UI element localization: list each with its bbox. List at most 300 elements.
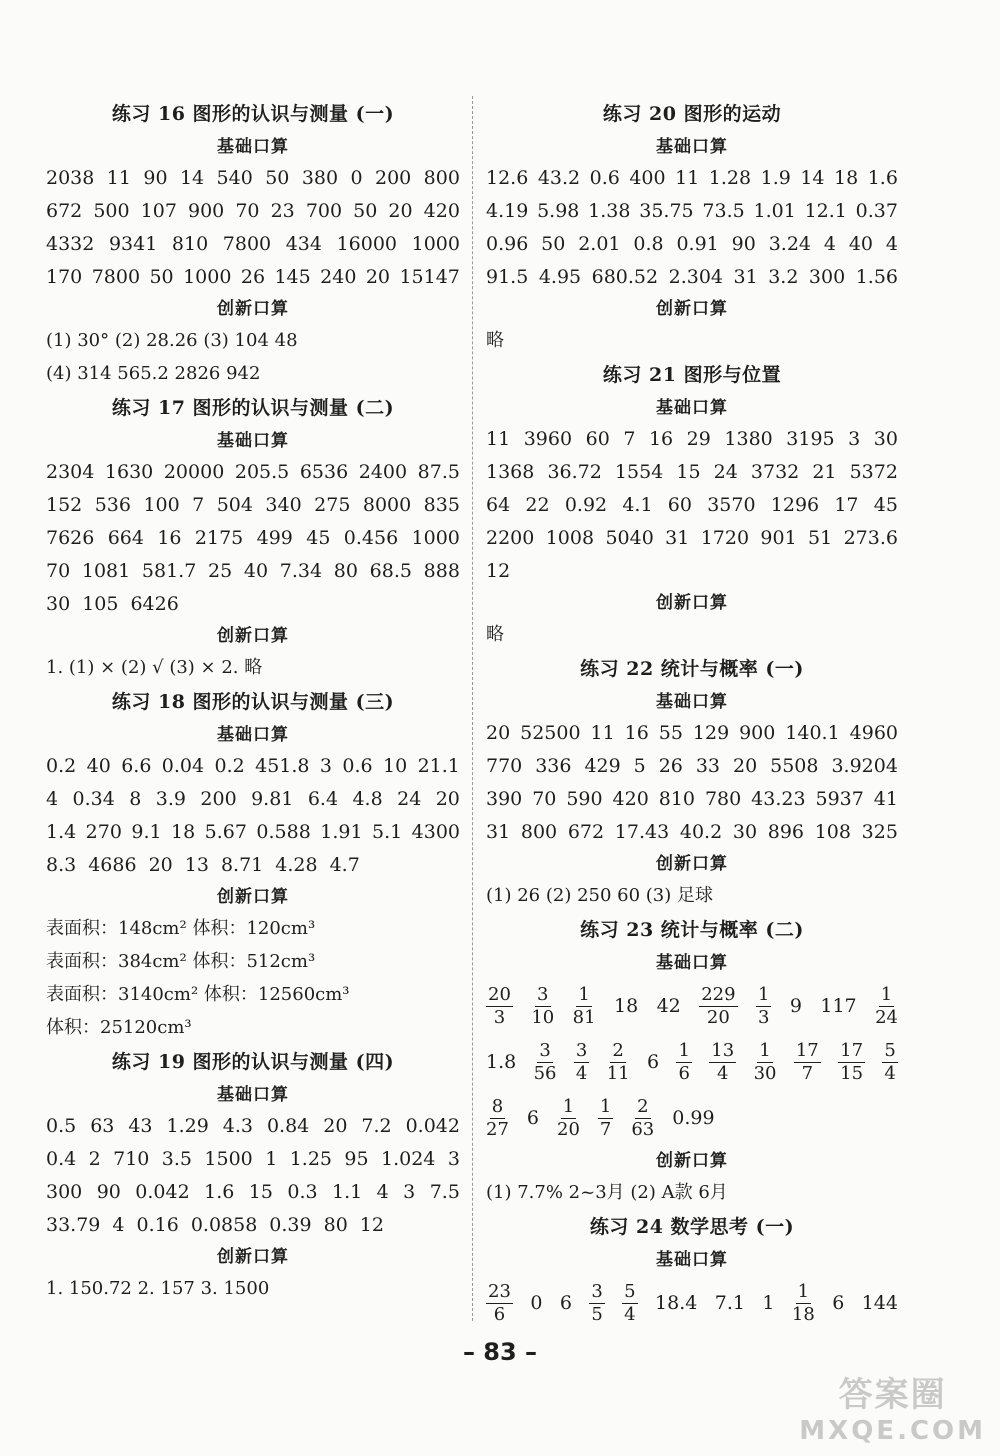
answer-value: 3960 [523,428,573,450]
answer-value: 7626 [46,527,95,549]
answer-value: 6426 [130,593,179,615]
answer-value: 4.8 [352,788,383,810]
answer-value: 12 [486,560,511,582]
answer-value: 16 [157,527,182,549]
answer-row [46,522,460,555]
answer-value: 0.0858 [190,1214,258,1236]
answer-value: 140.1 [785,722,840,744]
answer-value: 2038 [46,167,95,189]
answer-value: 12.1 [804,200,847,222]
column-divider [472,96,473,1321]
answer-value: 7 [623,428,636,450]
fraction-row [486,1275,898,1331]
answer-value: 1.56 [855,266,898,288]
fraction [486,1095,509,1140]
answer-value: 43 [128,1115,153,1137]
answer-value: 400 [629,167,666,189]
answer-value: 0.37 [855,200,898,222]
answer-line: (4) 314 565.2 2826 942 [46,363,261,384]
exercise-title: 练习 20 图形的运动 [602,103,782,125]
answer-value: 1.25 [289,1148,332,1170]
answer-value: 5.1 [371,821,403,843]
answer-value: 9.81 [251,788,294,810]
numerator: 23 [488,1280,511,1302]
denominator: 3 [757,1006,770,1028]
section-heading: 基础口算 [656,137,728,157]
answer-value: 7.2 [361,1115,392,1137]
answer-row [46,816,460,849]
answer-value: 0.2 [46,755,77,777]
answer-value: 24 [713,461,738,483]
answer-value: 0.92 [564,494,608,516]
answer-value: 5937 [815,788,864,810]
answer-value: 0.34 [72,788,115,810]
answer-value: 6 [832,1292,845,1314]
fraction [676,1039,691,1084]
answer-row [46,489,460,522]
answer-value: 205.5 [234,461,290,483]
answer-value: 901 [760,527,797,549]
fraction [574,1039,589,1084]
answer-value: 29 [686,428,711,450]
answer-value: 15 [248,1181,273,1203]
answer-value: 4.19 [486,200,529,222]
answer-value: 45 [873,494,898,516]
answer-value: 0.5 [46,1115,77,1137]
answer-value: 24 [397,788,422,810]
fraction [589,1280,604,1325]
section-heading: 创新口算 [656,1151,728,1171]
answer-value: 7800 [91,266,141,288]
answer-value: 17 [834,494,859,516]
answer-value: 380 [301,167,339,189]
answer-value: 20 [148,854,173,876]
answer-value: 4.95 [538,266,582,288]
answer-row [486,456,898,489]
answer-value: 835 [423,494,460,516]
answer-value: 21 [812,461,837,483]
answer-value: 117 [820,995,857,1017]
answer-value: 0.99 [672,1107,715,1129]
answer-value: 31 [486,821,511,843]
numerator: 2 [612,1039,624,1061]
answer-value: 1.1 [332,1181,363,1203]
answer-value: 0.6 [589,167,620,189]
answer-value: 770 [486,755,523,777]
denominator: 18 [791,1303,815,1325]
exercise-title: 练习 18 图形的认识与测量 (三) [111,691,395,713]
numerator: 1 [562,1095,575,1117]
page-number: – 83 – [462,1338,538,1366]
answer-value: 40 [243,560,269,582]
answer-value: 1720 [700,527,750,549]
numerator: 1 [797,1280,810,1302]
answer-value: 3.24 [768,233,811,255]
answer-value: 0 [530,1292,543,1314]
answer-row [46,555,460,588]
section-heading: 基础口算 [656,398,728,418]
numerator: 3 [539,1039,551,1061]
denominator: 4 [624,1303,636,1325]
answer-value: 2.304 [668,266,724,288]
answer-value: 13 [184,854,209,876]
answer-value: 18 [834,167,859,189]
fraction [572,983,596,1028]
answer-row [46,1209,460,1242]
answer-value: 26 [658,755,683,777]
answer-value: 64 [486,494,511,516]
answer-value: 1.8 [486,1051,517,1073]
answer-value: 55 [658,722,683,744]
answer-value: 41 [873,788,898,810]
answer-line: 1. 150.72 2. 157 3. 1500 [46,1278,270,1299]
exercise-title: 练习 23 统计与概率 (二) [580,919,804,941]
answer-value: 3.2 [768,266,799,288]
fraction [753,1039,777,1084]
answer-value: 50 [149,266,174,288]
answer-value: 6 [526,1107,539,1129]
answer-value: 4.7 [329,854,360,876]
fraction [838,1039,865,1084]
fraction [557,1095,580,1140]
answer-value: 1081 [81,560,131,582]
answer-value: 0.456 [343,527,399,549]
answer-value: 52500 [520,722,581,744]
answer-value: 810 [171,233,209,255]
answer-value: 43.23 [751,788,806,810]
denominator: 20 [557,1118,580,1140]
answer-value: 4 [885,233,898,255]
watermark-logo [799,1367,986,1446]
answer-value: 12.6 [486,167,529,189]
denominator: 15 [840,1062,864,1084]
denominator: 5 [591,1303,603,1325]
answer-value: 45 [306,527,331,549]
section-heading: 基础口算 [217,137,289,157]
answer-value: 0.042 [405,1115,460,1137]
answer-value: 18 [613,995,639,1017]
answer-value: 20 [323,1115,348,1137]
answer-value: 43.2 [537,167,581,189]
answer-value: 10 [383,755,408,777]
answer-value: 7.1 [714,1292,745,1314]
answer-line: (1) 30° (2) 28.26 (3) 104 48 [46,330,298,351]
answer-value: 0.16 [136,1214,179,1236]
answer-value: 1008 [545,527,595,549]
answer-value: 2 [88,1148,101,1170]
fraction [631,1095,655,1140]
denominator: 4 [717,1062,729,1084]
answer-value: 1.4 [46,821,77,843]
answer-value: 152 [46,494,83,516]
answer-value: 9341 [108,233,158,255]
answer-line: 体积：25120cm³ [46,1017,192,1038]
denominator: 27 [486,1118,509,1140]
answer-value: 900 [739,722,776,744]
answer-value: 710 [113,1148,150,1170]
answer-value: 42 [656,995,681,1017]
answer-value: 0.04 [161,755,205,777]
answer-value: 1 [265,1148,278,1170]
answer-value: 2304 [46,461,95,483]
denominator: 4 [884,1062,896,1084]
answer-row [486,750,898,783]
exercise-title: 练习 19 图形的认识与测量 (四) [111,1051,395,1073]
answer-value: 700 [305,200,343,222]
answer-value: 4.3 [222,1115,253,1137]
section-heading: 基础口算 [217,431,289,451]
answer-value: 240 [320,266,357,288]
answer-value: 7.5 [429,1181,460,1203]
answer-value: 1.9 [760,167,791,189]
answer-line: (1) 26 (2) 250 60 (3) 足球 [486,885,713,906]
answer-value: 340 [265,494,302,516]
answer-value: 451.8 [255,755,310,777]
answer-value: 581.7 [141,560,197,582]
answer-value: 105 [82,593,119,615]
answer-value: 0.588 [256,821,311,843]
answer-row [46,849,460,882]
answer-value: 16 [648,428,674,450]
denominator: 81 [572,1006,596,1028]
answer-value: 780 [704,788,742,810]
answer-value: 18 [171,821,196,843]
answer-value: 3.5 [161,1148,193,1170]
answer-value: 8.3 [46,854,77,876]
answer-value: 129 [692,722,730,744]
answer-value: 0 [350,167,363,189]
answer-line: 表面积：148cm² 体积：120cm³ [46,918,316,939]
exercise-title: 练习 22 统计与概率 (一) [580,658,804,680]
fraction [606,1039,630,1084]
answer-value: 888 [423,560,460,582]
numerator: 1 [759,1039,771,1061]
answer-value: 3.9 [155,788,186,810]
answer-row [46,162,460,195]
answer-value: 420 [423,200,460,222]
section-heading: 创新口算 [656,593,728,613]
answer-row [486,717,898,750]
answer-value: 1.28 [708,167,752,189]
answer-value: 70 [46,560,71,582]
answer-value: 680.52 [591,266,659,288]
answer-value: 7 [192,494,205,516]
answer-value: 6 [646,1051,660,1073]
answer-value: 0.042 [135,1181,190,1203]
answer-value: 2175 [194,527,244,549]
answer-value: 6.6 [121,755,152,777]
answer-value: 336 [535,755,572,777]
answer-row [46,588,460,621]
answer-value: 21.1 [417,755,460,777]
answer-value: 5508 [770,755,819,777]
numerator: 2 [637,1095,649,1117]
answer-value: 672 [46,200,83,222]
section-heading: 创新口算 [217,299,289,319]
answer-value: 35.75 [639,200,694,222]
exercise-title: 练习 16 图形的认识与测量 (一) [111,103,395,125]
fraction [699,983,737,1028]
answer-value: 80 [333,560,358,582]
answer-value: 3 [447,1148,460,1170]
answer-value: 30 [732,821,758,843]
exercise-title: 练习 24 数学思考 (一) [589,1216,795,1238]
answer-value: 9 [789,995,802,1017]
answer-value: 1.01 [753,200,796,222]
answer-value: 1368 [486,461,535,483]
numerator: 1 [880,983,893,1005]
answer-value: 800 [520,821,558,843]
answer-value: 270 [85,821,122,843]
section-heading: 基础口算 [217,725,289,745]
fraction-row [486,1090,898,1146]
answer-row [486,162,898,195]
answer-value: 11 [590,722,615,744]
answer-value: 4 [46,788,59,810]
answer-row [46,456,460,489]
answer-value: 90 [96,1181,121,1203]
answer-value: 2200 [486,527,535,549]
answer-value: 1.6 [867,167,898,189]
answer-value: 31 [665,527,690,549]
answer-value: 4960 [849,722,898,744]
answer-value: 145 [274,266,311,288]
denominator: 6 [493,1303,506,1325]
answer-value: 896 [767,821,805,843]
answer-value: 499 [256,527,293,549]
answer-value: 3732 [750,461,800,483]
answer-value: 30 [873,428,898,450]
answer-value: 3570 [707,494,756,516]
denominator: 10 [531,1006,555,1028]
fraction [533,1039,557,1084]
answer-value: 36.72 [547,461,602,483]
answer-value: 800 [423,167,460,189]
answer-value: 8000 [362,494,412,516]
answer-row [486,816,898,849]
answer-value: 87.5 [417,461,460,483]
answer-value: 536 [94,494,131,516]
fraction-row [486,1034,898,1090]
answer-value: 1296 [770,494,820,516]
answer-value: 900 [187,200,225,222]
answer-value: 33 [695,755,721,777]
numerator: 17 [795,1039,819,1061]
answer-value: 40.2 [679,821,723,843]
answer-value: 100 [143,494,180,516]
answer-value: 25 [208,560,233,582]
answer-value: 325 [861,821,898,843]
answer-value: 73.5 [702,200,745,222]
answer-value: 390 [486,788,523,810]
answer-row [486,423,898,456]
answer-value: 20 [435,788,460,810]
answer-value: 0.84 [266,1115,310,1137]
section-heading: 基础口算 [656,1250,728,1270]
answer-row [486,261,898,294]
answer-value: 5.98 [537,200,580,222]
answer-value: 0.39 [269,1214,312,1236]
answer-value: 40 [86,755,111,777]
answer-value: 20 [486,722,511,744]
numerator: 8 [491,1095,504,1117]
answer-value: 590 [566,788,603,810]
answer-value: 1000 [411,233,460,255]
denominator: 24 [875,1006,898,1028]
answer-value: 4.28 [275,854,318,876]
answer-value: 1.6 [204,1181,235,1203]
denominator: 11 [606,1062,630,1084]
answer-line: 表面积：3140cm² 体积：12560cm³ [46,984,350,1005]
answer-value: 429 [584,755,621,777]
answer-value: 91.5 [486,266,529,288]
answer-value: 1380 [724,428,773,450]
answer-value: 7.34 [279,560,323,582]
answer-value: 26 [240,266,266,288]
fraction [598,1095,613,1140]
answer-value: 273.6 [843,527,898,549]
answer-row [486,228,898,261]
answer-value: 4 [376,1181,389,1203]
denominator: 7 [801,1062,814,1084]
fraction-row [486,978,898,1034]
answer-value: 15147 [399,266,460,288]
answer-value: 22 [525,494,550,516]
fraction [622,1280,637,1325]
answer-value: 3 [848,428,861,450]
answer-value: 275 [314,494,351,516]
answer-value: 200 [374,167,412,189]
answer-value: 1000 [411,527,460,549]
answer-value: 11 [106,167,131,189]
answer-value: 5040 [605,527,654,549]
answer-value: 20 [732,755,758,777]
answer-value: 1.38 [588,200,631,222]
answer-row [46,1143,460,1176]
answer-row [46,783,460,816]
answer-value: 0.4 [46,1148,77,1170]
fraction [882,1039,897,1084]
section-heading: 基础口算 [217,1085,289,1105]
answer-value: 60 [667,494,692,516]
answer-value: 11 [486,428,511,450]
fraction [756,983,771,1028]
answer-value: 5372 [849,461,898,483]
answer-value: 6.4 [307,788,339,810]
answer-value: 420 [612,788,649,810]
answer-value: 11 [675,167,700,189]
numerator: 17 [840,1039,864,1061]
answer-value: 6 [559,1292,572,1314]
answer-row [46,750,460,783]
answer-value: 5 [633,755,646,777]
answer-value: 3 [319,755,332,777]
answer-value: 1.91 [320,821,363,843]
denominator: 56 [533,1062,557,1084]
answer-value: 70 [235,200,260,222]
answer-row [46,1176,460,1209]
numerator: 3 [575,1039,588,1061]
section-heading: 基础口算 [656,953,728,973]
section-heading: 创新口算 [656,854,728,874]
answer-value: 300 [808,266,846,288]
answer-value: 0.6 [342,755,373,777]
answer-value: 31 [733,266,758,288]
answer-value: 23 [270,200,295,222]
answer-value: 4686 [88,854,137,876]
answer-value: 90 [143,167,168,189]
fraction [486,983,513,1028]
